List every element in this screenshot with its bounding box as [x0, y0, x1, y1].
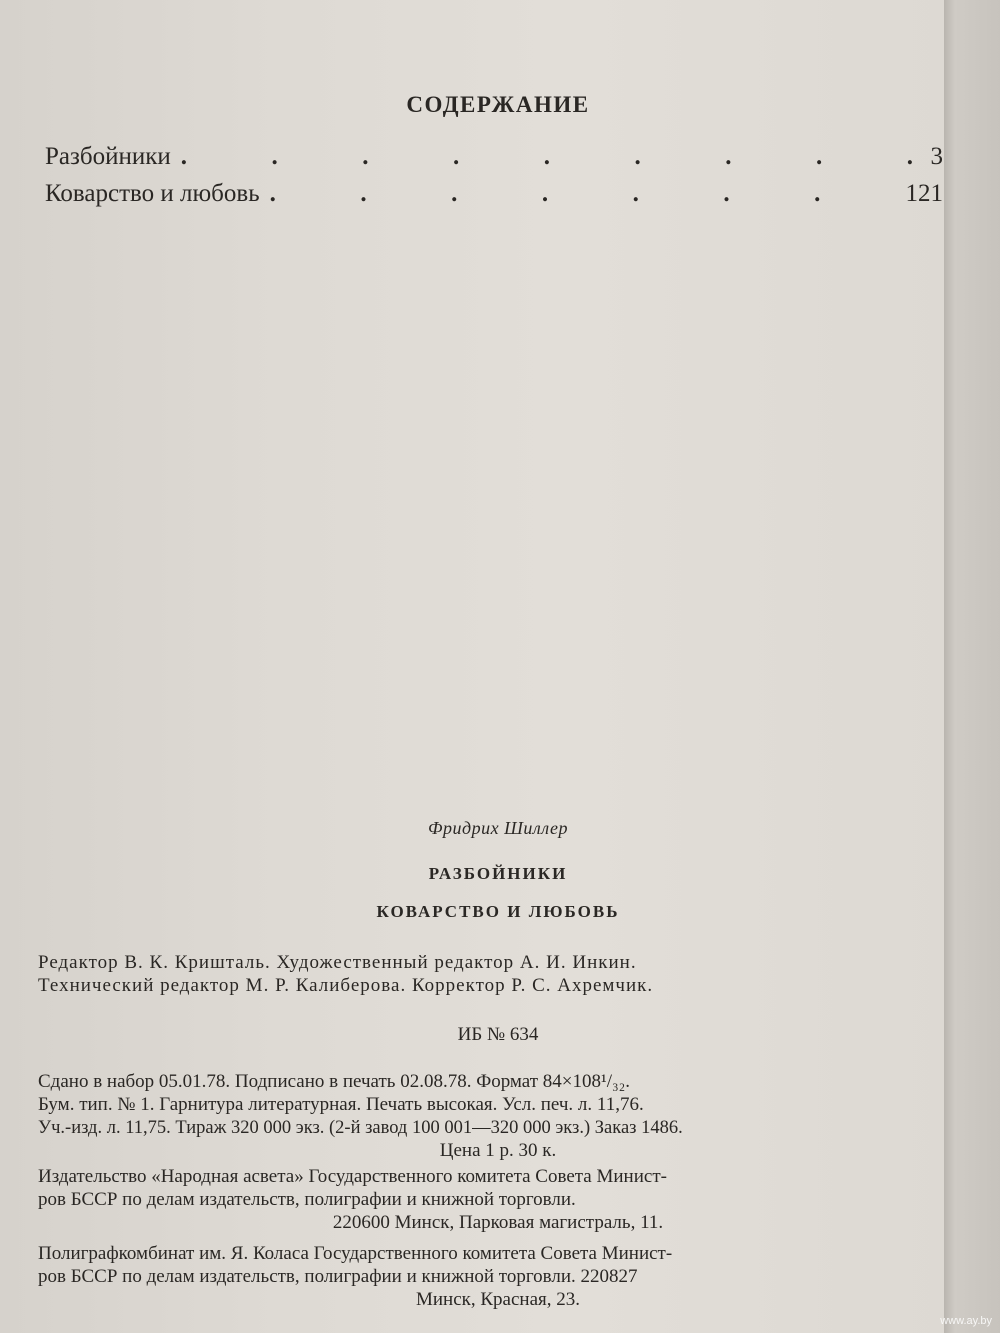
printer-line: Полиграфкомбинат им. Я. Коласа Государственного комитета Совета Минист- — [38, 1243, 673, 1264]
toc-entry-label: Разбойники — [45, 143, 171, 170]
toc-title: СОДЕРЖАНИЕ — [406, 92, 590, 117]
publisher-line: Издательство «Народная асвета» Государственного комитета Совета Минист- — [38, 1166, 667, 1187]
credits-line: Технический редактор М. Р. Калиберова. Корректор Р. С. Ахремчик. — [38, 975, 654, 996]
ib-number: ИБ № 634 — [457, 1024, 539, 1045]
book-title: РАЗБОЙНИКИ — [428, 864, 568, 883]
toc-entry-page: 3 — [930, 143, 943, 170]
toc-entry-page: 121 — [905, 180, 943, 207]
printer-address: Минск, Красная, 23. — [415, 1289, 581, 1310]
toc-entry — [45, 143, 943, 173]
toc-entry-label: Коварство и любовь — [45, 180, 260, 207]
book-title: КОВАРСТВО И ЛЮБОВЬ — [376, 902, 620, 921]
author-name: Фридрих Шиллер — [428, 818, 568, 838]
toc-leader-dots — [181, 143, 921, 171]
publisher-line: ров БССР по делам издательств, полиграфии и книжной торговли. — [38, 1189, 576, 1210]
watermark: www.ay.by — [940, 1315, 992, 1327]
price: Цена 1 р. 30 к. — [439, 1140, 557, 1161]
printer-line: ров БССР по делам издательств, полиграфии и книжной торговли. 220827 — [38, 1266, 638, 1287]
print-details-line: Бум. тип. № 1. Гарнитура литературная. Печать высокая. Усл. печ. л. 11,76. — [38, 1094, 644, 1115]
publisher-address: 220600 Минск, Парковая магистраль, 11. — [332, 1212, 664, 1233]
print-details-line: Уч.-изд. л. 11,75. Тираж 320 000 экз. (2-й завод 100 001—320 000 экз.) Заказ 1486. — [38, 1118, 683, 1138]
toc-entry — [45, 180, 943, 210]
print-details-line: Сдано в набор 05.01.78. Подписано в печать 02.08.78. Формат 84×108¹/₃₂. — [38, 1071, 630, 1092]
credits-line: Редактор В. К. Кришталь. Художественный редактор А. И. Инкин. — [38, 952, 637, 973]
toc-leader-dots — [270, 180, 896, 208]
